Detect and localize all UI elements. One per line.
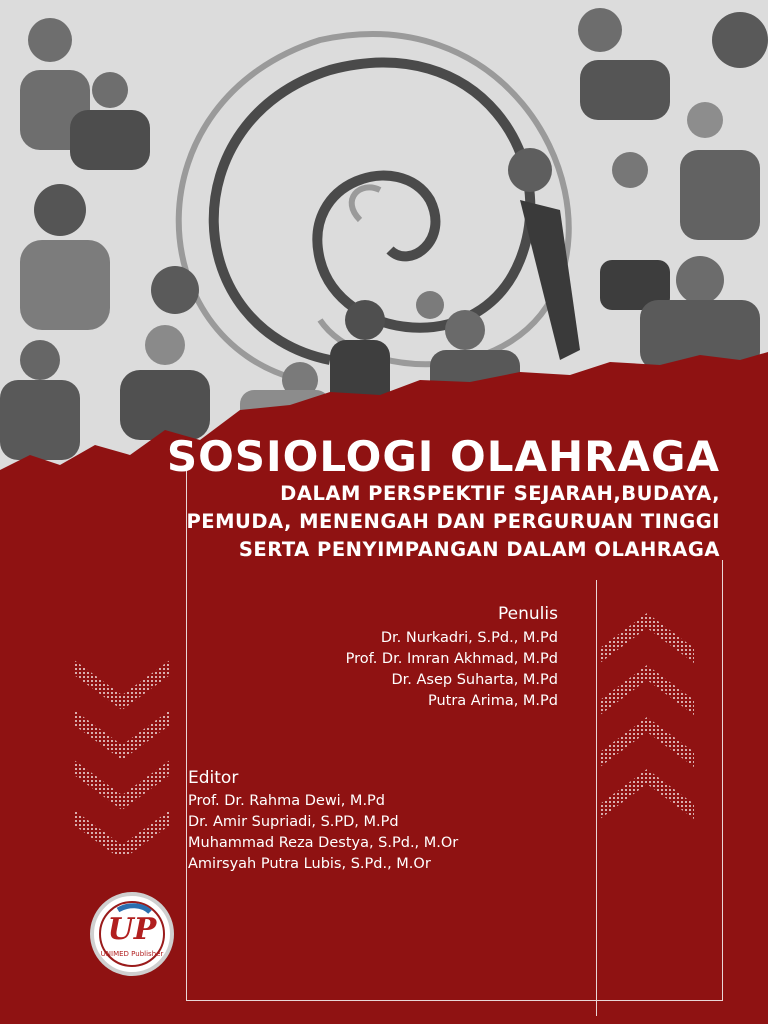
publisher-logo-letters: UP — [107, 912, 157, 947]
authors-block — [346, 604, 558, 712]
author-name: Prof. Dr. Imran Akhmad, M.Pd — [345, 651, 558, 667]
publisher-logo-text: UNIMED Publisher — [100, 950, 164, 958]
editor-name: Amirsyah Putra Lubis, S.Pd., M.Or — [188, 856, 431, 872]
editor-name: Prof. Dr. Rahma Dewi, M.Pd — [188, 793, 385, 809]
frame-line-bottom — [186, 1000, 723, 1001]
author-name: Dr. Asep Suharta, M.Pd — [391, 672, 558, 688]
chevron-up-pattern-icon — [600, 608, 694, 824]
frame-line-mid — [186, 750, 187, 1000]
editor-name: Dr. Amir Supriadi, S.PD, M.Pd — [188, 814, 399, 830]
book-subtitle — [186, 480, 720, 564]
frame-line-right — [596, 580, 597, 1016]
book-title: SOSIOLOGI OLAHRAGA — [166, 432, 720, 481]
author-name: Dr. Nurkadri, S.Pd., M.Pd — [380, 630, 558, 646]
editors-block — [188, 768, 458, 875]
subtitle-line-3: SERTA PENYIMPANGAN DALAM OLAHRAGA — [238, 538, 720, 561]
author-name: Putra Arima, M.Pd — [427, 693, 558, 709]
subtitle-line-2: PEMUDA, MENENGAH DAN PERGURUAN TINGGI — [186, 510, 720, 533]
editors-heading: Editor — [188, 768, 239, 788]
sports-illustration — [0, 0, 768, 480]
authors-heading: Penulis — [498, 604, 558, 624]
chevron-down-pattern-icon — [74, 655, 170, 859]
editor-name: Muhammad Reza Destya, S.Pd., M.Or — [188, 835, 459, 851]
publisher-logo-icon — [88, 890, 176, 978]
frame-line-right-outer — [722, 560, 723, 1000]
subtitle-line-1: DALAM PERSPEKTIF SEJARAH,BUDAYA, — [280, 482, 720, 505]
